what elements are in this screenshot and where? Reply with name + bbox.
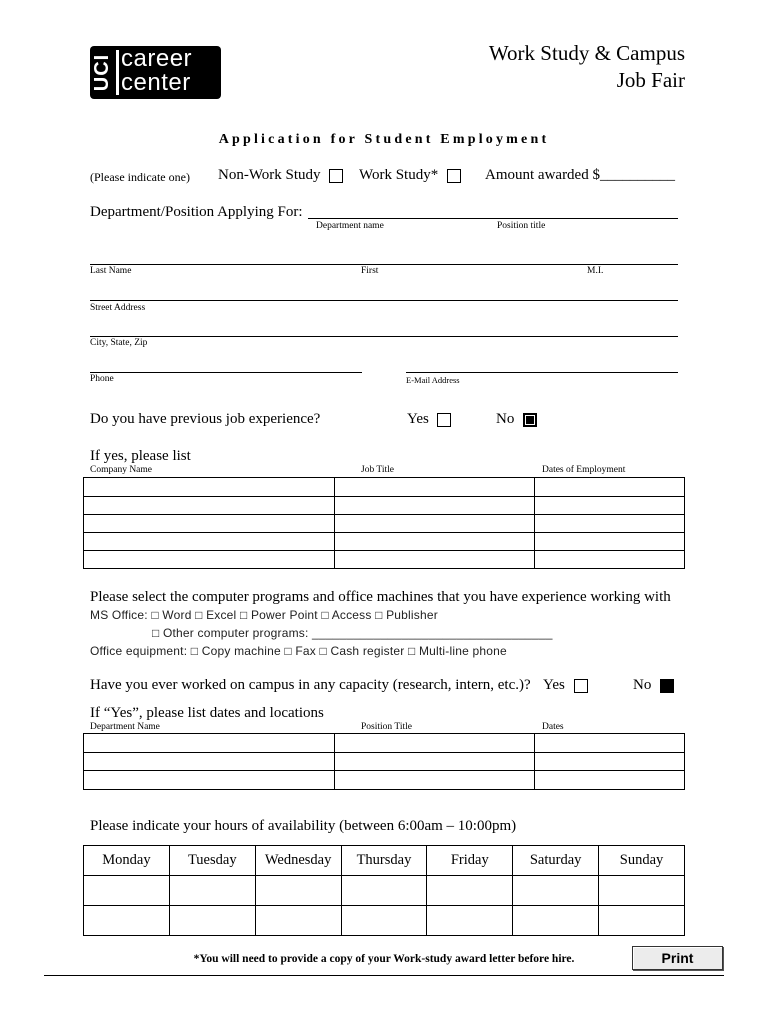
campus-work-question: Have you ever worked on campus in any capacity (research, intern, etc.)? <box>90 677 531 693</box>
department-label: Department/Position Applying For: <box>90 204 303 220</box>
header-title-line1: Work Study & Campus <box>488 41 685 65</box>
table-row <box>84 515 685 533</box>
office-equipment-options[interactable]: Office equipment: □ Copy machine □ Fax □ Cash register □ Multi-line phone <box>90 644 507 658</box>
work-study-label: Work Study* <box>359 167 439 183</box>
campus-department-header: Department Name <box>90 722 160 732</box>
last-name-caption: Last Name <box>90 266 132 276</box>
table-row <box>84 753 685 771</box>
availability-table <box>83 845 685 936</box>
department-name-caption: Department name <box>316 221 384 231</box>
experience-no-checkbox[interactable] <box>523 413 537 427</box>
work-study-note: *You will need to provide a copy of your Work-study award letter before hire. <box>193 953 575 965</box>
print-button[interactable]: Print <box>632 946 723 970</box>
employment-history-table <box>83 477 685 569</box>
table-row <box>84 876 685 906</box>
non-work-study-label: Non-Work Study <box>218 167 321 183</box>
mi-caption: M.I. <box>587 266 604 276</box>
ms-office-options[interactable]: MS Office: □ Word □ Excel □ Power Point □ Access □ Publisher <box>90 608 438 622</box>
logo-uci: UCI <box>91 53 114 92</box>
day-saturday: Saturday <box>513 846 599 876</box>
table-row <box>84 497 685 515</box>
amount-awarded-field[interactable]: Amount awarded $__________ <box>485 167 675 183</box>
job-title-header: Job Title <box>361 465 395 475</box>
experience-question: Do you have previous job experience? <box>90 411 321 427</box>
experience-yes-checkbox[interactable] <box>437 413 451 427</box>
dates-of-employment-header: Dates of Employment <box>542 465 626 475</box>
campus-work-table <box>83 733 685 790</box>
phone-caption: Phone <box>90 374 114 384</box>
street-address-caption: Street Address <box>90 303 146 313</box>
city-state-zip-caption: City, State, Zip <box>90 338 148 348</box>
table-row <box>84 906 685 936</box>
campus-no-label: No <box>633 677 652 693</box>
day-thursday: Thursday <box>341 846 427 876</box>
availability-heading: Please indicate your hours of availability (between 6:00am – 10:00pm) <box>90 818 517 834</box>
phone-field[interactable] <box>90 372 362 373</box>
email-field[interactable] <box>406 372 678 373</box>
experience-no-label: No <box>496 411 515 427</box>
campus-position-header: Position Title <box>361 722 412 732</box>
logo-center: center <box>121 69 191 96</box>
table-row <box>84 478 685 497</box>
computer-programs-heading: Please select the computer programs and office machines that you have experience working with <box>90 589 671 605</box>
campus-no-checkbox[interactable] <box>660 679 674 693</box>
day-sunday: Sunday <box>599 846 685 876</box>
campus-yes-label: Yes <box>543 677 565 693</box>
position-title-caption: Position title <box>497 221 546 231</box>
campus-dates-header: Dates <box>542 722 564 732</box>
if-yes-list-label: If yes, please list <box>90 448 191 464</box>
experience-yes-label: Yes <box>407 411 429 427</box>
company-name-header: Company Name <box>90 465 153 475</box>
street-address-field[interactable] <box>90 300 678 301</box>
table-row <box>84 533 685 551</box>
table-row <box>84 734 685 753</box>
work-study-checkbox[interactable] <box>447 169 461 183</box>
indicate-prompt: (Please indicate one) <box>90 170 190 184</box>
day-wednesday: Wednesday <box>255 846 341 876</box>
footer-divider <box>44 975 724 976</box>
table-row <box>84 771 685 790</box>
name-field[interactable] <box>90 264 678 265</box>
first-name-caption: First <box>361 266 379 276</box>
header-title-line2: Job Fair <box>616 68 685 92</box>
logo-divider <box>116 50 119 95</box>
department-field[interactable] <box>308 218 678 219</box>
campus-yes-checkbox[interactable] <box>574 679 588 693</box>
day-tuesday: Tuesday <box>169 846 255 876</box>
career-center-logo <box>90 46 221 99</box>
city-state-zip-field[interactable] <box>90 336 678 337</box>
availability-header-row <box>84 846 685 876</box>
campus-if-yes-label: If “Yes”, please list dates and locations <box>90 705 324 721</box>
day-monday: Monday <box>84 846 170 876</box>
form-title: Application for Student Employment <box>218 132 550 147</box>
non-work-study-checkbox[interactable] <box>329 169 343 183</box>
email-caption: E-Mail Address <box>406 375 460 385</box>
other-programs-option[interactable]: □ Other computer programs: ___________________________________ <box>152 626 553 640</box>
day-friday: Friday <box>427 846 513 876</box>
table-row <box>84 551 685 569</box>
logo-career: career <box>121 45 193 72</box>
